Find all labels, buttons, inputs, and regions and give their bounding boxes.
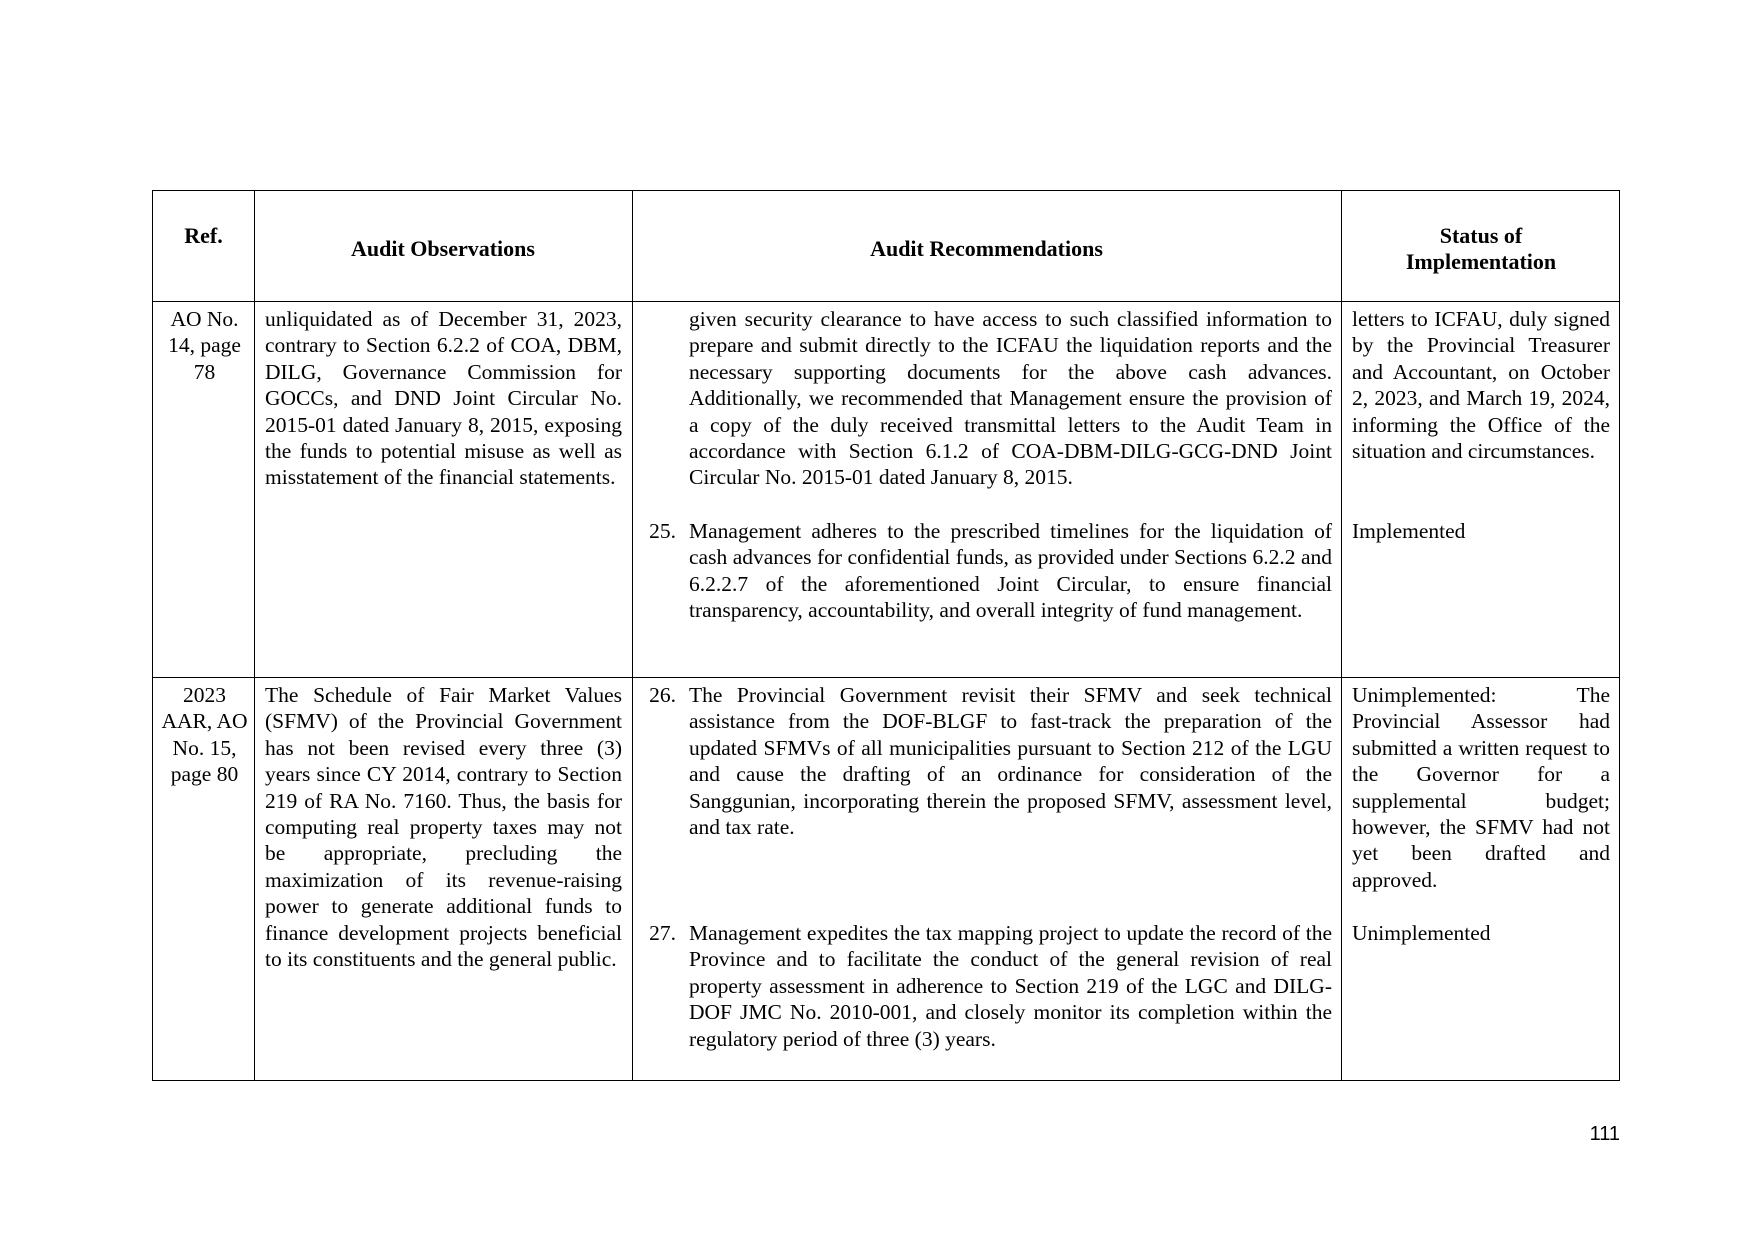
status-cell: letters to ICFAU, duly signed by the Provincial Treasurer and Accountant, on October 2, 2023, and March 19, 2024, informing the Office of the situation and circumstances. — [1352, 307, 1610, 464]
column-divider — [632, 191, 633, 1080]
status-cell: Unimplemented — [1352, 921, 1491, 945]
header-observations: Audit Observations — [351, 236, 535, 261]
observation-cell: The Schedule of Fair Market Values (SFMV) of the Provincial Government has not been revised every three (3) years since CY 2014, contrary to Section 219 of RA No. 7160. Thus, the basis for computing real property taxes may not be appropriate, precluding the maximization of its revenue-raising power to generate additional funds to finance development projects beneficial to its constituents and the general public. — [265, 683, 622, 972]
recommendation-number: 25. — [649, 519, 676, 543]
status-cell: Implemented — [1352, 519, 1466, 543]
page-number: 111 — [1589, 1123, 1620, 1145]
recommendation-text: Management expedites the tax mapping project to update the record of the Province and to facilitate the conduct of the general revision of real property assessment in adherence to Section 219 of the LGC and DILG-DOF JMC No. 2010-001, and closely monitor its completion within the regulatory period of three (3) years. — [689, 921, 1332, 1051]
audit-table — [152, 190, 1620, 1081]
recommendation-text: The Provincial Government revisit their SFMV and seek technical assistance from the DOF-BLGF to fast-track the preparation of the updated SFMVs of all municipalities pursuant to Section 212 of the LGU and cause the drafting of an ordinance for consideration of the Sanggunian, incorporating therein the proposed SFMV, assessment level, and tax rate. — [689, 683, 1332, 840]
recommendation-text: given security clearance to have access to such classified information to prepare and submit directly to the ICFAU the liquidation reports and the necessary supporting documents for the above cash advances. Additionally, we recommended that Management ensure the provision of a copy of the duly received transmittal letters to the Audit Team in accordance with Section 6.1.2 of COA-DBM-DILG-GCG-DND Joint Circular No. 2015-01 dated January 8, 2015. — [689, 307, 1332, 490]
header-status: Status of Implementation — [1405, 223, 1557, 274]
header-recommendations: Audit Recommendations — [870, 236, 1103, 261]
column-divider — [254, 191, 255, 1080]
row-divider — [153, 677, 1619, 678]
ref-cell: AO No. 14, page 78 — [168, 307, 241, 384]
column-divider — [1341, 191, 1342, 1080]
observation-cell: unliquidated as of December 31, 2023, contrary to Section 6.2.2 of COA, DBM, DILG, Governance Commission for GOCCs, and DND Joint Circular No. 2015-01 dated January 8, 2015, exposing the funds to potential misuse as well as misstatement of the financial statements. — [265, 307, 622, 490]
recommendation-number: 26. — [649, 683, 676, 707]
row-divider — [153, 301, 1619, 302]
ref-cell: 2023 AAR, AO No. 15, page 80 — [161, 683, 248, 787]
recommendation-text: Management adheres to the prescribed timelines for the liquidation of cash advances for confidential funds, as provided under Sections 6.2.2 and 6.2.2.7 of the aforementioned Joint Circular, to ensure financial transparency, accountability, and overall integrity of fund management. — [689, 519, 1332, 623]
header-ref: Ref. — [184, 223, 223, 248]
recommendation-number: 27. — [649, 921, 676, 945]
status-cell: Unimplemented: The Provincial Assessor had submitted a written request to the Governor for a supplemental budget; however, the SFMV had not yet been drafted and approved. — [1352, 683, 1610, 892]
